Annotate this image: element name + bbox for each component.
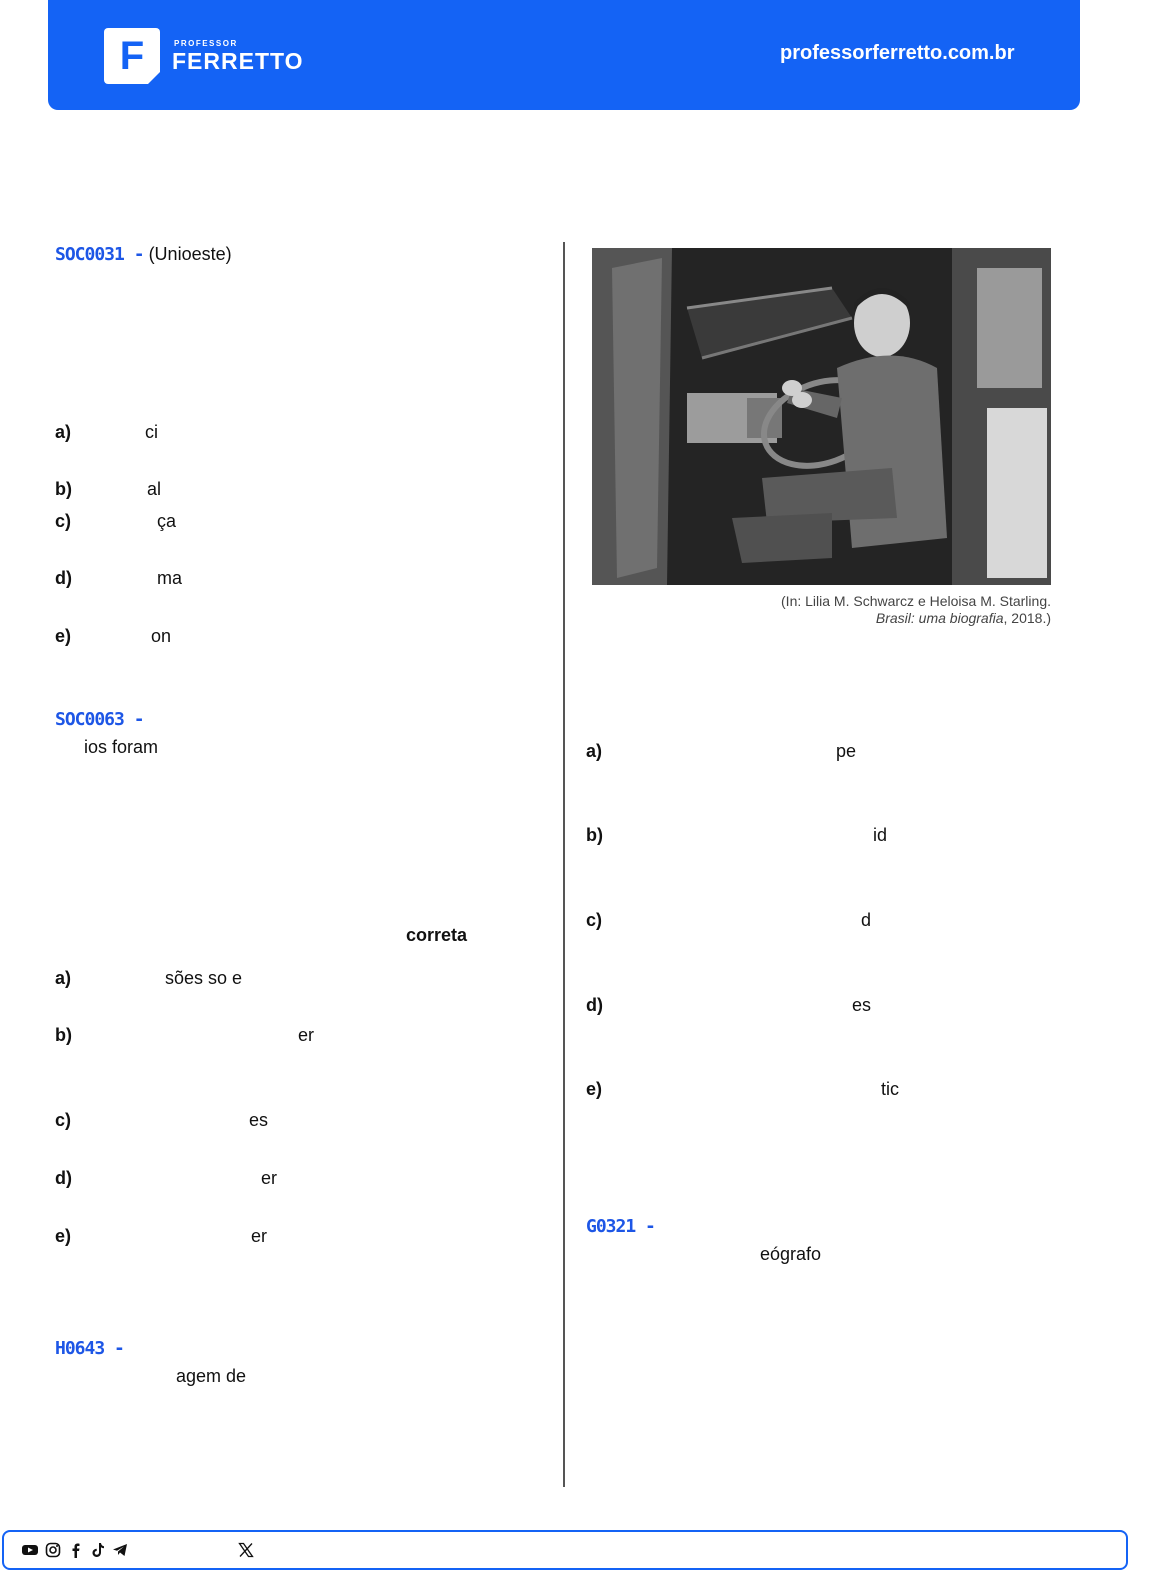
question-header-h0643: [55, 1337, 124, 1360]
question-id: SOC0031 -: [55, 244, 144, 265]
option-a[interactable]: [55, 967, 71, 989]
question-text-fragment: ios foram: [84, 737, 159, 757]
site-link[interactable]: professorferretto.com.br: [780, 42, 1015, 64]
option-d[interactable]: [55, 1167, 72, 1189]
option-text: es: [249, 1110, 269, 1130]
question-text-fragment: eógrafo: [760, 1244, 822, 1264]
option-label: a): [586, 741, 603, 761]
option-label: e): [55, 1226, 72, 1246]
option-label: b): [55, 479, 72, 499]
facebook-icon[interactable]: [68, 1542, 84, 1558]
question-header-soc0031: [55, 243, 232, 266]
option-text: sões so e: [165, 968, 243, 988]
photo-caption: [592, 593, 1051, 627]
option-label: c): [55, 511, 72, 531]
option-e[interactable]: [586, 1078, 602, 1100]
option-label: c): [586, 910, 603, 930]
option-a[interactable]: [55, 421, 71, 443]
option-b[interactable]: [55, 1024, 72, 1046]
question-header-soc0063: [55, 708, 144, 731]
option-label: d): [55, 568, 72, 588]
option-text: pe: [836, 741, 857, 761]
header-banner: [48, 0, 1080, 110]
option-c[interactable]: [55, 1109, 71, 1131]
photo-illustration: [592, 248, 1051, 585]
option-e[interactable]: [55, 625, 71, 647]
option-text: es: [852, 995, 872, 1015]
option-text: er: [261, 1168, 278, 1188]
option-b[interactable]: [55, 478, 72, 500]
instagram-icon[interactable]: [45, 1542, 61, 1558]
question-id: SOC0063 -: [55, 709, 144, 730]
question-header-g0321: [586, 1215, 655, 1238]
historical-photo: [592, 248, 1051, 585]
question-id: G0321 -: [586, 1216, 655, 1237]
question-text-fragment: agem de: [176, 1366, 247, 1386]
option-c[interactable]: [586, 909, 602, 931]
question-id: H0643 -: [55, 1338, 124, 1359]
option-c[interactable]: [55, 510, 71, 532]
footer-bar: [2, 1530, 1128, 1570]
option-text: al: [147, 479, 162, 499]
telegram-icon[interactable]: [112, 1542, 128, 1558]
column-divider: [563, 242, 565, 1487]
option-text: er: [251, 1226, 268, 1246]
option-label: e): [586, 1079, 603, 1099]
option-label: c): [55, 1110, 72, 1130]
option-text: d: [861, 910, 872, 930]
option-text: on: [151, 626, 172, 646]
question-source: (Unioeste): [148, 244, 232, 264]
option-text: tic: [881, 1079, 899, 1099]
option-label: b): [55, 1025, 72, 1045]
option-text: er: [298, 1025, 315, 1045]
option-label: b): [586, 825, 603, 845]
option-text: ça: [157, 511, 177, 531]
option-text: id: [873, 825, 888, 845]
logo: [104, 28, 160, 84]
x-icon[interactable]: [238, 1542, 254, 1558]
option-label: e): [55, 626, 72, 646]
option-label: a): [55, 968, 72, 988]
tiktok-icon[interactable]: [90, 1542, 106, 1558]
option-text: ci: [145, 422, 158, 442]
caption-year: , 2018.): [1003, 610, 1051, 626]
brand-subtitle: PROFESSOR: [174, 39, 238, 48]
caption-line-2: [592, 610, 1051, 627]
option-label: a): [55, 422, 72, 442]
option-e[interactable]: [55, 1225, 71, 1247]
option-label: d): [55, 1168, 72, 1188]
emphasis-word: correta: [406, 925, 468, 945]
option-text: ma: [157, 568, 183, 588]
option-d[interactable]: [55, 567, 72, 589]
option-label: d): [586, 995, 603, 1015]
caption-book-title: Brasil: uma biografia: [875, 610, 1004, 626]
youtube-icon[interactable]: [22, 1542, 38, 1558]
caption-line-1: (In: Lilia M. Schwarcz e Heloisa M. Starling.: [781, 593, 1051, 609]
option-d[interactable]: [586, 994, 603, 1016]
logo-letter: F: [119, 34, 145, 78]
brand-name: FERRETTO: [172, 48, 304, 74]
option-b[interactable]: [586, 824, 603, 846]
option-a[interactable]: [586, 740, 602, 762]
